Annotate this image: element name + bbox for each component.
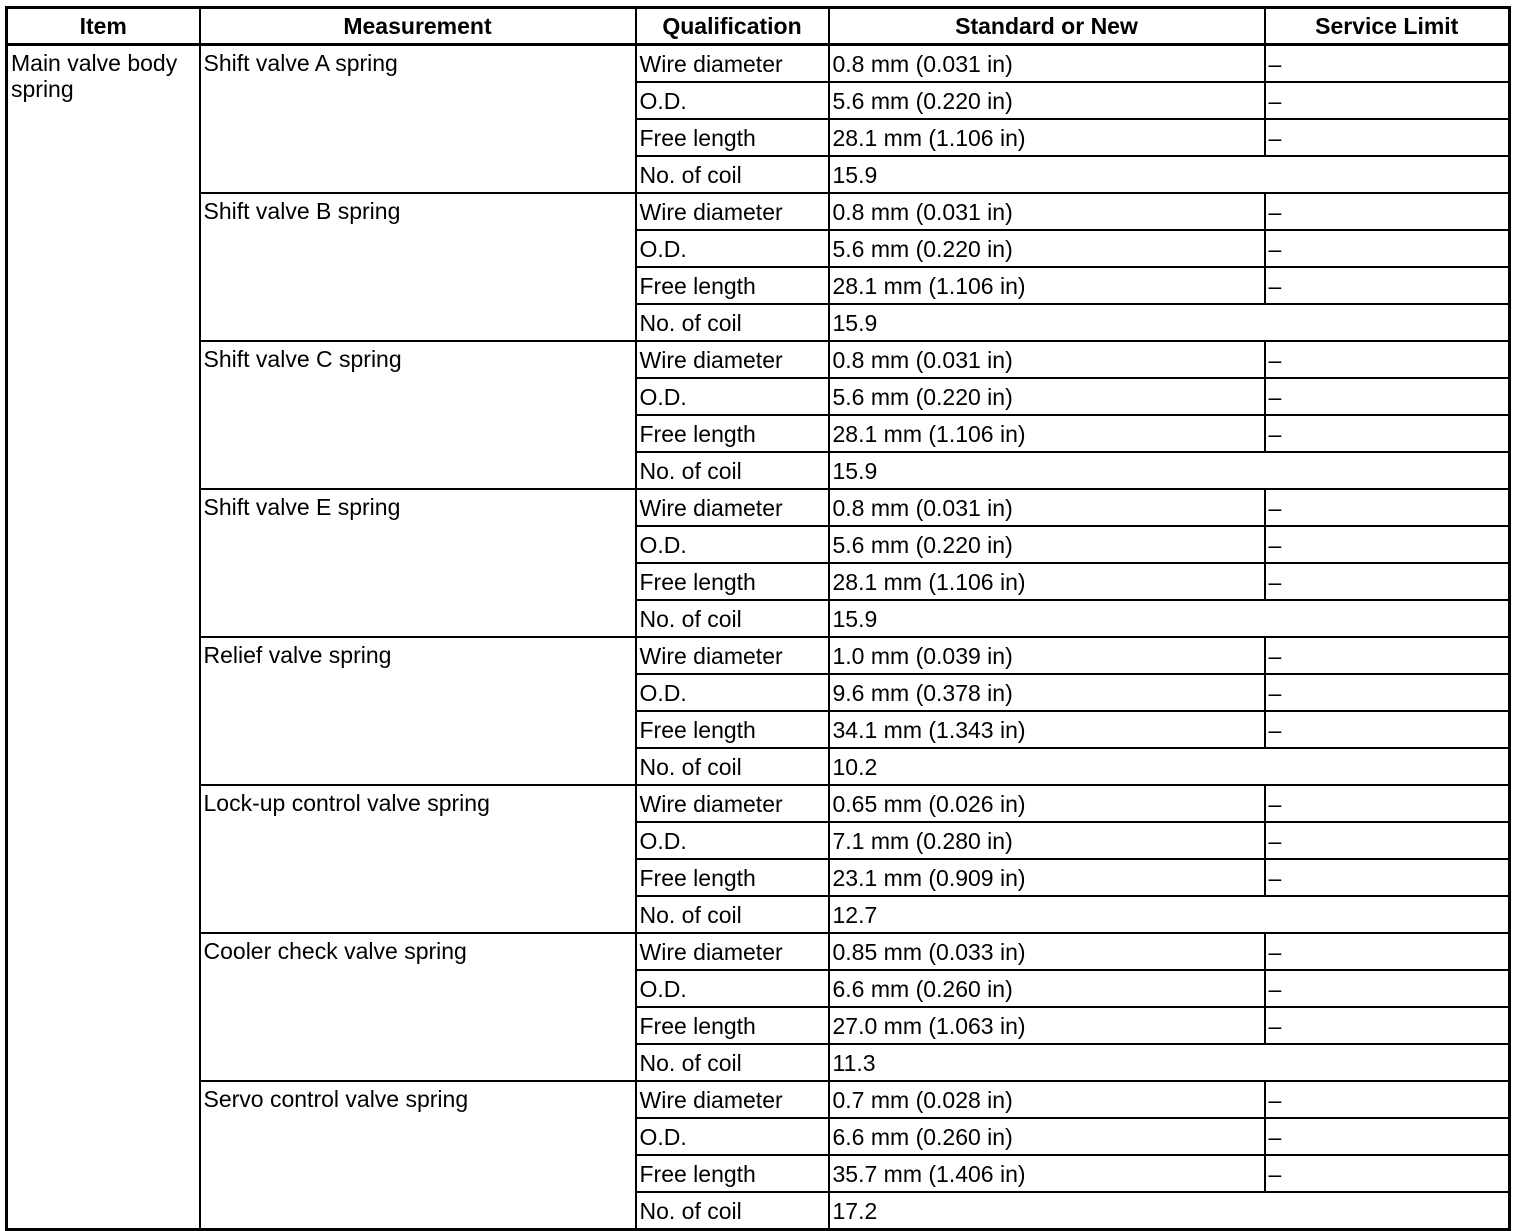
service-limit-cell: – (1265, 1007, 1510, 1044)
standard-cell: 0.7 mm (0.028 in) (829, 1081, 1265, 1118)
qualification-cell: Free length (636, 1007, 829, 1044)
qualification-cell: No. of coil (636, 452, 829, 489)
standard-cell: 28.1 mm (1.106 in) (829, 119, 1265, 156)
qualification-cell: Free length (636, 859, 829, 896)
standard-cell: 0.8 mm (0.031 in) (829, 45, 1265, 83)
service-limit-cell: – (1265, 119, 1510, 156)
qualification-cell: No. of coil (636, 896, 829, 933)
qualification-cell: O.D. (636, 674, 829, 711)
qualification-cell: O.D. (636, 378, 829, 415)
qualification-cell: Wire diameter (636, 341, 829, 378)
standard-cell: 7.1 mm (0.280 in) (829, 822, 1265, 859)
table-row (7, 341, 1510, 378)
standard-cell: 34.1 mm (1.343 in) (829, 711, 1265, 748)
spec-table (5, 6, 1511, 1231)
header-item: Item (7, 8, 200, 45)
service-limit-cell: – (1265, 1155, 1510, 1192)
standard-cell: 35.7 mm (1.406 in) (829, 1155, 1265, 1192)
qualification-cell: O.D. (636, 822, 829, 859)
qualification-cell: No. of coil (636, 748, 829, 785)
table-row (7, 933, 1510, 970)
standard-cell: 15.9 (829, 304, 1510, 341)
standard-cell: 15.9 (829, 452, 1510, 489)
service-limit-cell: – (1265, 341, 1510, 378)
standard-cell: 0.8 mm (0.031 in) (829, 341, 1265, 378)
service-limit-cell: – (1265, 267, 1510, 304)
qualification-cell: No. of coil (636, 304, 829, 341)
table-row (7, 489, 1510, 526)
standard-cell: 12.7 (829, 896, 1510, 933)
measurement-cell: Relief valve spring (200, 637, 636, 785)
qualification-cell: O.D. (636, 1118, 829, 1155)
table-row (7, 45, 1510, 83)
qualification-cell: O.D. (636, 230, 829, 267)
qualification-cell: Free length (636, 563, 829, 600)
qualification-cell: Wire diameter (636, 193, 829, 230)
service-limit-cell: – (1265, 711, 1510, 748)
header-row (7, 8, 1510, 45)
table-row (7, 785, 1510, 822)
measurement-cell: Shift valve A spring (200, 45, 636, 194)
qualification-cell: Wire diameter (636, 785, 829, 822)
standard-cell: 5.6 mm (0.220 in) (829, 230, 1265, 267)
qualification-cell: Free length (636, 1155, 829, 1192)
measurement-cell: Shift valve E spring (200, 489, 636, 637)
standard-cell: 10.2 (829, 748, 1510, 785)
measurement-cell: Shift valve B spring (200, 193, 636, 341)
service-limit-cell: – (1265, 45, 1510, 83)
service-limit-cell: – (1265, 230, 1510, 267)
qualification-cell: O.D. (636, 526, 829, 563)
measurement-cell: Lock-up control valve spring (200, 785, 636, 933)
service-limit-cell: – (1265, 415, 1510, 452)
service-limit-cell: – (1265, 193, 1510, 230)
standard-cell: 27.0 mm (1.063 in) (829, 1007, 1265, 1044)
service-limit-cell: – (1265, 859, 1510, 896)
measurement-cell: Servo control valve spring (200, 1081, 636, 1230)
qualification-cell: Wire diameter (636, 45, 829, 83)
service-limit-cell: – (1265, 378, 1510, 415)
qualification-cell: No. of coil (636, 1192, 829, 1230)
qualification-cell: No. of coil (636, 156, 829, 193)
standard-cell: 6.6 mm (0.260 in) (829, 1118, 1265, 1155)
standard-cell: 23.1 mm (0.909 in) (829, 859, 1265, 896)
qualification-cell: No. of coil (636, 600, 829, 637)
standard-cell: 15.9 (829, 600, 1510, 637)
qualification-cell: Free length (636, 119, 829, 156)
table-row (7, 193, 1510, 230)
service-limit-cell: – (1265, 1118, 1510, 1155)
service-limit-cell: – (1265, 82, 1510, 119)
service-limit-cell: – (1265, 1081, 1510, 1118)
standard-cell: 0.85 mm (0.033 in) (829, 933, 1265, 970)
service-limit-cell: – (1265, 970, 1510, 1007)
standard-cell: 6.6 mm (0.260 in) (829, 970, 1265, 1007)
service-limit-cell: – (1265, 489, 1510, 526)
header-measurement: Measurement (200, 8, 636, 45)
standard-cell: 0.65 mm (0.026 in) (829, 785, 1265, 822)
standard-cell: 5.6 mm (0.220 in) (829, 378, 1265, 415)
standard-cell: 5.6 mm (0.220 in) (829, 526, 1265, 563)
qualification-cell: Wire diameter (636, 933, 829, 970)
header-qualification: Qualification (636, 8, 829, 45)
qualification-cell: O.D. (636, 82, 829, 119)
service-limit-cell: – (1265, 785, 1510, 822)
standard-cell: 15.9 (829, 156, 1510, 193)
qualification-cell: Free length (636, 415, 829, 452)
table-body (7, 45, 1510, 1230)
qualification-cell: Wire diameter (636, 637, 829, 674)
standard-cell: 9.6 mm (0.378 in) (829, 674, 1265, 711)
service-limit-cell: – (1265, 637, 1510, 674)
measurement-cell: Cooler check valve spring (200, 933, 636, 1081)
qualification-cell: Wire diameter (636, 489, 829, 526)
qualification-cell: Wire diameter (636, 1081, 829, 1118)
qualification-cell: O.D. (636, 970, 829, 1007)
qualification-cell: No. of coil (636, 1044, 829, 1081)
service-limit-cell: – (1265, 933, 1510, 970)
standard-cell: 28.1 mm (1.106 in) (829, 267, 1265, 304)
service-limit-cell: – (1265, 526, 1510, 563)
table-row (7, 637, 1510, 674)
standard-cell: 11.3 (829, 1044, 1510, 1081)
standard-cell: 28.1 mm (1.106 in) (829, 563, 1265, 600)
standard-cell: 5.6 mm (0.220 in) (829, 82, 1265, 119)
service-limit-cell: – (1265, 822, 1510, 859)
standard-cell: 0.8 mm (0.031 in) (829, 489, 1265, 526)
standard-cell: 0.8 mm (0.031 in) (829, 193, 1265, 230)
header-standard: Standard or New (829, 8, 1265, 45)
qualification-cell: Free length (636, 711, 829, 748)
table-row (7, 1081, 1510, 1118)
qualification-cell: Free length (636, 267, 829, 304)
service-limit-cell: – (1265, 563, 1510, 600)
service-limit-cell: – (1265, 674, 1510, 711)
header-service-limit: Service Limit (1265, 8, 1510, 45)
measurement-cell: Shift valve C spring (200, 341, 636, 489)
standard-cell: 1.0 mm (0.039 in) (829, 637, 1265, 674)
standard-cell: 28.1 mm (1.106 in) (829, 415, 1265, 452)
standard-cell: 17.2 (829, 1192, 1510, 1230)
item-cell: Main valve body spring (7, 45, 200, 1230)
